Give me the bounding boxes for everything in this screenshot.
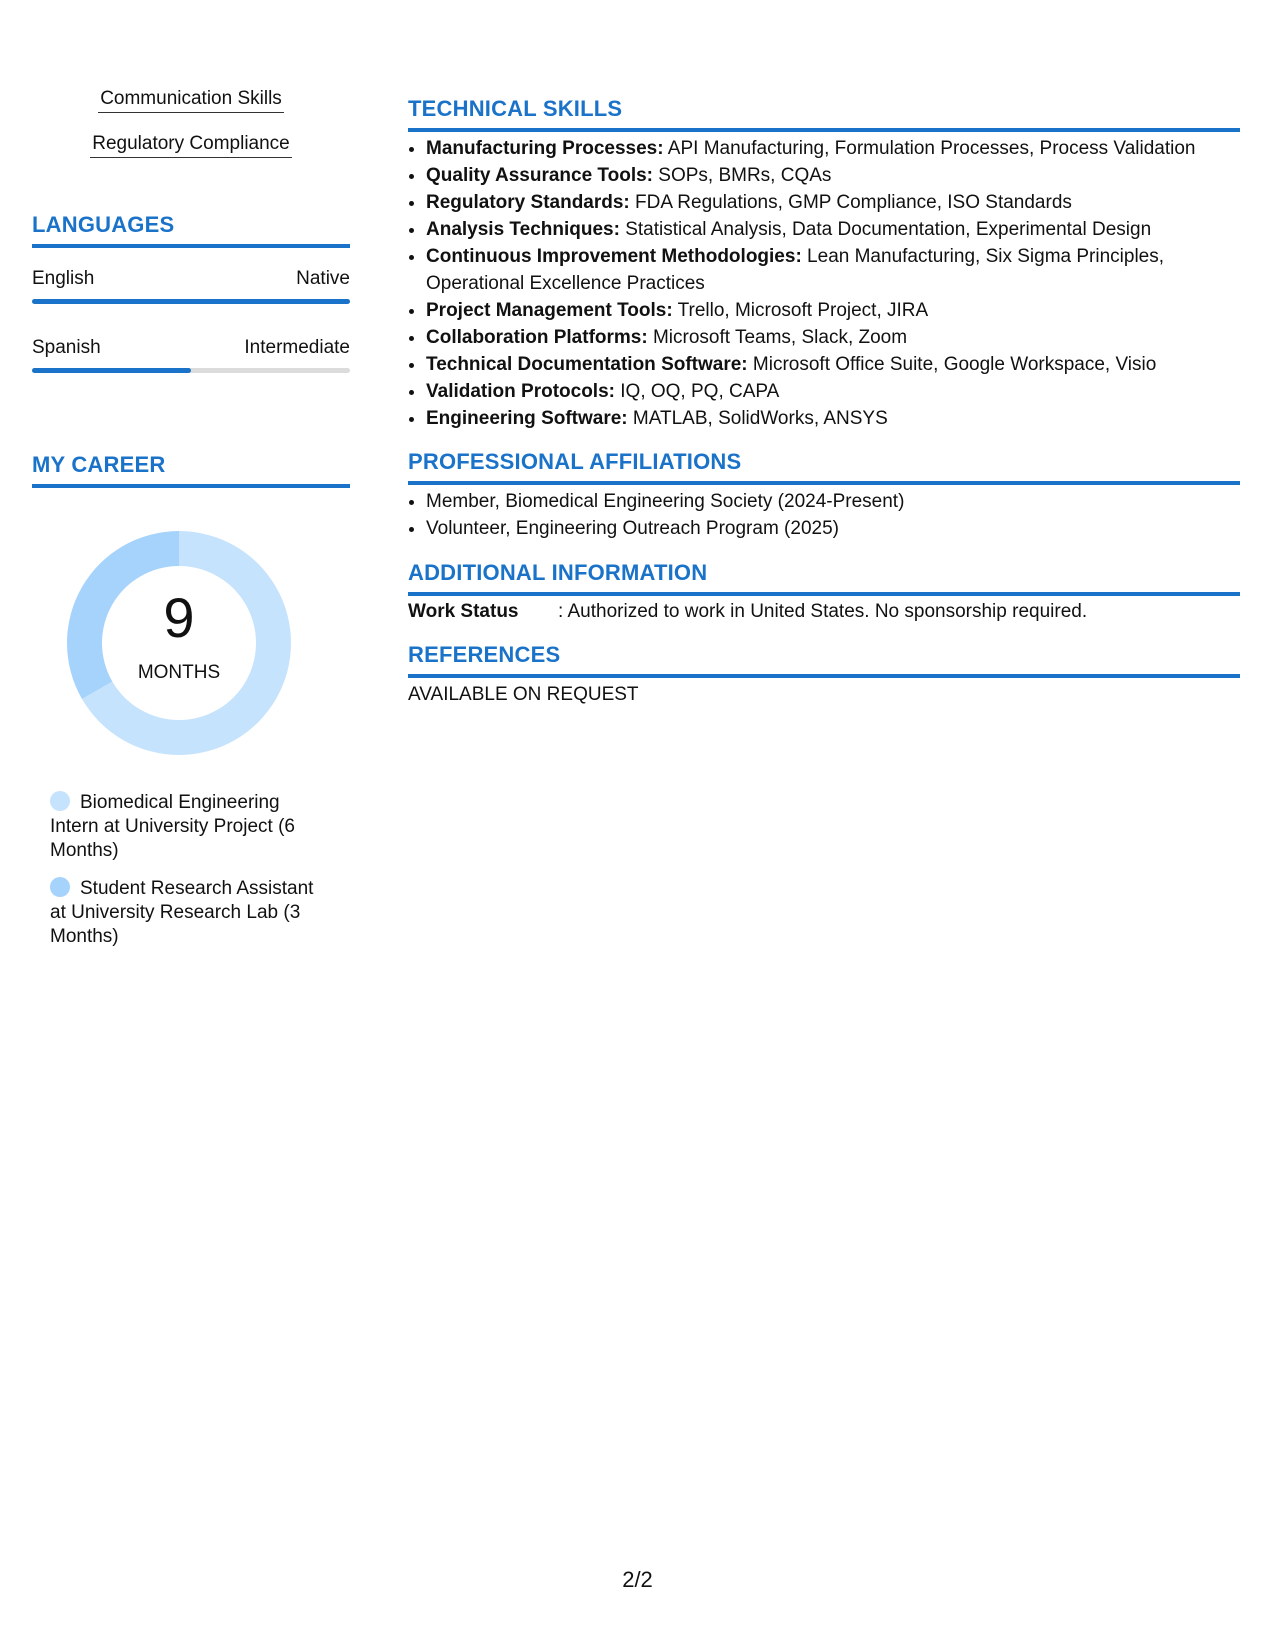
languages-heading: LANGUAGES bbox=[32, 212, 350, 248]
work-status-row bbox=[408, 601, 1087, 623]
language-level: Intermediate bbox=[244, 337, 350, 358]
list-item bbox=[426, 216, 1240, 243]
career-legend-label: Biomedical Engineering Intern at University Project (6 Months) bbox=[50, 792, 295, 861]
skill-tag-label: Regulatory Compliance bbox=[90, 133, 292, 158]
skill-category: Engineering Software: bbox=[426, 408, 628, 429]
skill-category: Analysis Techniques: bbox=[426, 219, 620, 240]
legend-dot-icon bbox=[50, 791, 70, 811]
list-item bbox=[426, 135, 1240, 162]
work-status-value: : Authorized to work in United States. No sponsorship required. bbox=[558, 601, 1088, 622]
list-item bbox=[426, 162, 1240, 189]
list-item: • Volunteer, Engineering Outreach Program (2025) bbox=[426, 515, 1240, 542]
skill-values: Lean Manufacturing, Six Sigma Principles, Operational Excellence Practices bbox=[426, 246, 1165, 294]
career-heading: MY CAREER bbox=[32, 452, 350, 488]
skill-category: Continuous Improvement Methodologies: bbox=[426, 246, 802, 267]
career-donut-chart bbox=[66, 530, 292, 756]
references-text: AVAILABLE ON REQUEST bbox=[408, 684, 639, 705]
language-name: Spanish bbox=[32, 337, 101, 358]
skill-values: Statistical Analysis, Data Documentation, Experimental Design bbox=[619, 219, 1152, 240]
affiliations-list bbox=[408, 488, 1240, 542]
affiliations-heading: PROFESSIONAL AFFILIATIONS bbox=[408, 449, 1240, 485]
skill-values: Microsoft Teams, Slack, Zoom bbox=[647, 327, 908, 348]
work-status-label: Work Status bbox=[408, 601, 519, 622]
career-unit: MONTHS bbox=[137, 662, 221, 683]
legend-dot-icon bbox=[50, 877, 70, 897]
skill-values: Microsoft Office Suite, Google Workspace, Visio bbox=[747, 354, 1157, 375]
skill-tag bbox=[32, 133, 350, 155]
skill-category: Project Management Tools: bbox=[426, 300, 673, 321]
skill-values: MATLAB, SolidWorks, ANSYS bbox=[627, 408, 888, 429]
skill-category: Regulatory Standards: bbox=[426, 192, 630, 213]
references-heading: REFERENCES bbox=[408, 642, 1240, 678]
list-item: • Member, Biomedical Engineering Society (2024-Present) bbox=[426, 488, 1240, 515]
career-legend-item bbox=[50, 791, 320, 863]
skill-category: Quality Assurance Tools: bbox=[426, 165, 653, 186]
skill-category: Collaboration Platforms: bbox=[426, 327, 648, 348]
language-proficiency-fill bbox=[32, 299, 350, 304]
career-legend-label: Student Research Assistant at University Research Lab (3 Months) bbox=[50, 878, 314, 947]
list-item bbox=[426, 405, 1240, 432]
list-item bbox=[426, 324, 1240, 351]
skill-category: Technical Documentation Software: bbox=[426, 354, 748, 375]
skill-tag bbox=[32, 88, 350, 110]
technical-skills-heading: TECHNICAL SKILLS bbox=[408, 96, 1240, 132]
list-item bbox=[426, 378, 1240, 405]
skill-category: Manufacturing Processes: bbox=[426, 138, 664, 159]
page-number: 2/2 bbox=[622, 1567, 653, 1592]
skill-values: IQ, OQ, PQ, CAPA bbox=[614, 381, 780, 402]
list-item bbox=[426, 351, 1240, 378]
career-legend-item bbox=[50, 877, 320, 949]
skill-category: Validation Protocols: bbox=[426, 381, 615, 402]
list-item bbox=[426, 189, 1240, 216]
skill-values: SOPs, BMRs, CQAs bbox=[653, 165, 832, 186]
language-proficiency-bar bbox=[32, 299, 350, 304]
skill-values: API Manufacturing, Formulation Processes, Process Validation bbox=[663, 138, 1196, 159]
affiliations-list-wrap bbox=[408, 488, 1240, 542]
technical-skills-list-wrap bbox=[408, 135, 1240, 432]
career-total: 9 bbox=[163, 586, 195, 649]
list-item bbox=[426, 243, 1240, 297]
list-item bbox=[426, 297, 1240, 324]
skill-values: Trello, Microsoft Project, JIRA bbox=[672, 300, 929, 321]
language-name: English bbox=[32, 268, 95, 289]
technical-skills-list bbox=[408, 135, 1240, 432]
language-proficiency-fill bbox=[32, 368, 191, 373]
additional-info-heading: ADDITIONAL INFORMATION bbox=[408, 560, 1240, 596]
language-level: Native bbox=[296, 268, 350, 289]
skill-values: FDA Regulations, GMP Compliance, ISO Standards bbox=[629, 192, 1072, 213]
language-proficiency-bar bbox=[32, 368, 350, 373]
skill-tag-label: Communication Skills bbox=[98, 88, 284, 113]
